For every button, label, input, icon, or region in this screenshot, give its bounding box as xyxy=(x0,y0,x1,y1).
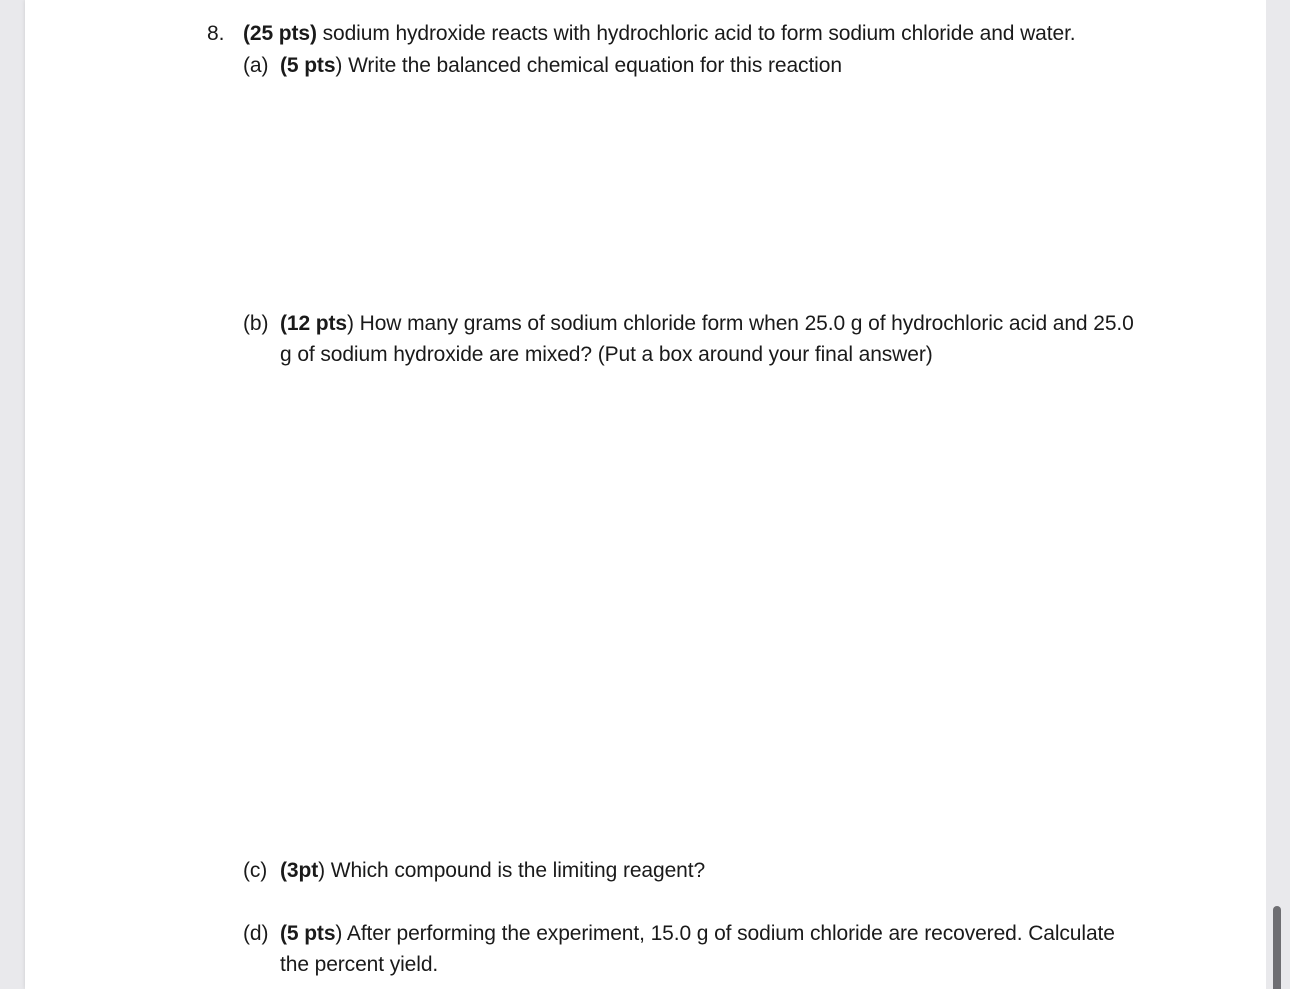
question-number: 8. xyxy=(207,22,225,45)
question-statement xyxy=(243,18,1076,49)
part-a-points: (5 pts xyxy=(280,54,336,77)
part-a-text: (5 pts) Write the balanced chemical equation for this reaction xyxy=(280,54,842,77)
part-b-text-line2: g of sodium hydroxide are mixed? (Put a box around your final answer) xyxy=(280,343,933,366)
scrollbar-thumb[interactable] xyxy=(1273,906,1281,989)
part-b-text-line1: (12 pts) How many grams of sodium chloride form when 25.0 g of hydrochloric acid and 25.0 xyxy=(280,312,1134,335)
part-d-text-line2: the percent yield. xyxy=(280,953,439,976)
part-d-points: (5 pts xyxy=(280,922,336,945)
part-c-points: (3pt xyxy=(280,859,319,882)
part-a-label: (a) xyxy=(243,54,269,77)
part-c-text: (3pt) Which compound is the limiting reagent? xyxy=(280,859,706,882)
part-c-label: (c) xyxy=(243,859,268,882)
question-text: sodium hydroxide reacts with hydrochloric acid to form sodium chloride and water. xyxy=(316,22,1076,45)
part-b-points: (12 pts xyxy=(280,312,347,335)
question-points: (25 pts) xyxy=(243,22,317,45)
part-d-text-line1: (5 pts) After performing the experiment, 15.0 g of sodium chloride are recovered. Calculate xyxy=(280,922,1115,945)
part-d-label: (d) xyxy=(243,922,269,945)
part-b-label: (b) xyxy=(243,312,269,335)
vertical-scrollbar[interactable] xyxy=(1266,0,1290,989)
document-page xyxy=(25,0,1266,989)
